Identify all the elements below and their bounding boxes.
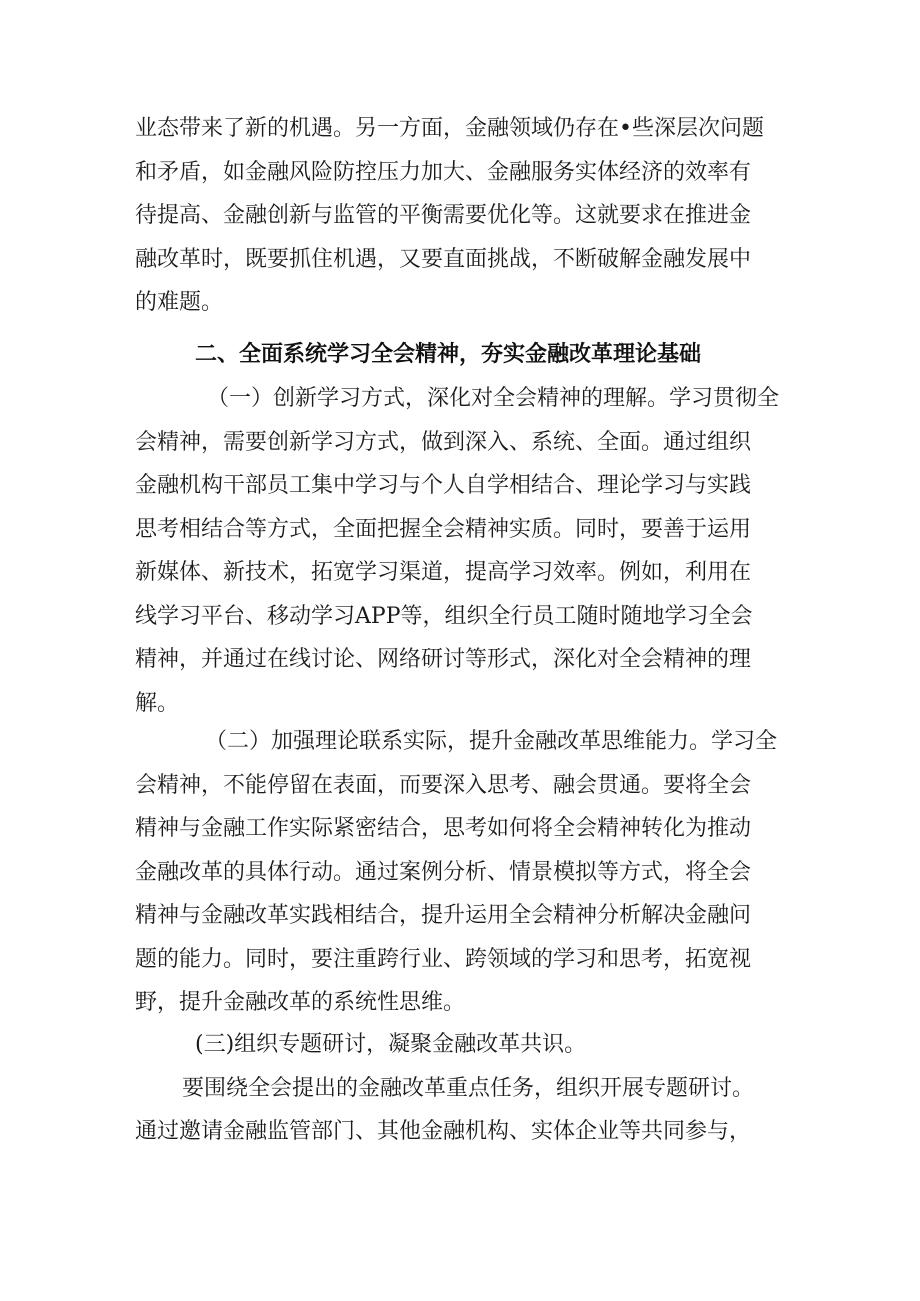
text-line: 业态带来了新的机遇。另一方面，金融领域仍存在•些深层次问题 bbox=[135, 116, 764, 141]
text-line: 和矛盾，如金融风险防控压力加大、金融服务实体经济的效率有 bbox=[135, 159, 752, 185]
text-line: 会精神，不能停留在表面，而要深入思考、融会贯通。要将全会 bbox=[135, 772, 752, 798]
text-line: 会精神，需要创新学习方式，做到深入、系统、全面。通过组织 bbox=[135, 429, 752, 455]
text-line: 精神与金融工作实际紧密结合，思考如何将全会精神转化为推动 bbox=[135, 816, 752, 841]
text-line: 金融改革的具体行动。通过案例分析、情景模拟等方式，将全会 bbox=[135, 859, 752, 885]
paragraph-4 bbox=[135, 1023, 795, 1154]
text-line: 新媒体、新技术，拓宽学习渠道，提高学习效率。例如，利用在 bbox=[135, 560, 752, 585]
text-line: 的难题。 bbox=[135, 290, 224, 315]
paragraph-3 bbox=[135, 720, 795, 1025]
paragraph-1 bbox=[135, 107, 795, 325]
text-line: 线学习平台、移动学习APP等，组织全行员工随时随地学习全会 bbox=[135, 603, 753, 629]
text-line: 融改革时，既要抓住机遇，又要直面挑战，不断破解金融发展中 bbox=[135, 246, 752, 272]
text-line: 精神，并通过在线讨论、网络研讨等形式，深化对全会精神的理 bbox=[135, 647, 752, 672]
text-line: （一）创新学习方式，深化对全会精神的理解。学习贯彻全 bbox=[207, 386, 780, 411]
text-line: 金融机构干部员工集中学习与个人自学相结合、理论学习与实践 bbox=[135, 473, 752, 498]
text-line: 通过邀请金融监管部门、其他金融机构、实体企业等共同参与， bbox=[135, 1119, 752, 1144]
text-line: 解。 bbox=[135, 690, 180, 716]
text-line: (三)组织专题研讨，凝聚金融改革共识。 bbox=[195, 1032, 587, 1057]
text-line: 野，提升金融改革的系统性思维。 bbox=[135, 990, 466, 1015]
text-line: （二）加强理论联系实际，提升金融改革思维能力。学习全 bbox=[205, 729, 778, 754]
text-line: 待提高、金融创新与监管的平衡需要优化等。这就要求在推进金 bbox=[135, 203, 752, 228]
text-line: 思考相结合等方式，全面把握全会精神实质。同时，要善于运用 bbox=[135, 516, 752, 542]
text-line: 题的能力。同时，要注重跨行业、跨领域的学习和思考，拓宽视 bbox=[135, 946, 752, 972]
section-heading: 二、全面系统学习全会精神，夯实金融改革理论基础 bbox=[195, 342, 702, 367]
paragraph-2 bbox=[135, 377, 795, 725]
text-line: 要围绕全会提出的金融改革重点任务，组织开展专题研讨。 bbox=[182, 1075, 755, 1101]
text-line: 精神与金融改革实践相结合，提升运用全会精神分析解决金融问 bbox=[135, 903, 752, 928]
